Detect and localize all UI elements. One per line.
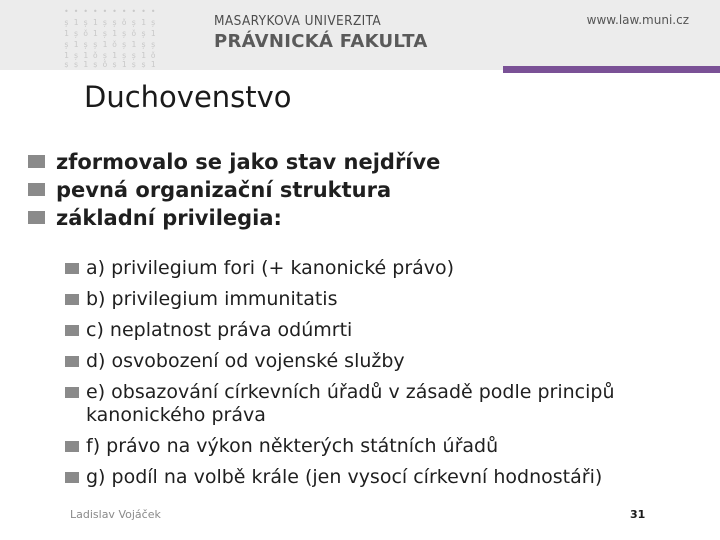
header-band — [0, 0, 720, 70]
bullet-square-icon — [65, 387, 79, 398]
main-bullet-list — [28, 148, 440, 232]
page-number: 31 — [630, 508, 646, 521]
list-item: f) právo na výkon některých státních úřadů — [65, 435, 705, 458]
faculty-name: PRÁVNICKÁ FAKULTA — [214, 31, 428, 52]
bullet-square-icon — [65, 294, 79, 305]
university-name: MASARYKOVA UNIVERZITA — [214, 13, 382, 29]
svg-text:1 ș 1 ǒ ș 1 ș ș 1 ǒ: 1 ș 1 ǒ ș 1 ș ș 1 ǒ — [64, 51, 156, 60]
bullet-square-icon — [65, 325, 79, 336]
list-item: zformovalo se jako stav nejdříve — [28, 148, 440, 176]
svg-text:1 ș ǒ 1 ș 1 ș ǒ ș 1: 1 ș ǒ 1 ș 1 ș ǒ ș 1 — [64, 29, 156, 38]
accent-bar — [503, 66, 720, 73]
bullet-square-icon — [28, 155, 45, 168]
svg-text:• • • • • • • • • •: • • • • • • • • • • — [64, 7, 156, 16]
svg-text:ș ș 1 ș ǒ ș 1 ș ș 1: ș ș 1 ș ǒ ș 1 ș ș 1 — [64, 60, 156, 68]
bullet-square-icon — [28, 211, 45, 224]
list-item: b) privilegium immunitatis — [65, 288, 705, 311]
svg-text:ș 1 ș ș 1 ǒ ș 1 ș ș: ș 1 ș ș 1 ǒ ș 1 ș ș — [64, 40, 156, 49]
bullet-square-icon — [65, 263, 79, 274]
bullet-square-icon — [28, 183, 45, 196]
footer-author: Ladislav Vojáček — [70, 508, 161, 521]
bullet-square-icon — [65, 356, 79, 367]
list-item: g) podíl na volbě krále (jen vysocí církevní hodnostáři) — [65, 466, 705, 489]
website-url: www.law.muni.cz — [586, 13, 689, 27]
bullet-square-icon — [65, 441, 79, 452]
list-item: d) osvobození od vojenské služby — [65, 350, 705, 373]
list-item: základní privilegia: — [28, 204, 440, 232]
logo-pattern — [64, 6, 186, 68]
bullet-square-icon — [65, 472, 79, 483]
sub-bullet-list — [65, 257, 705, 497]
list-item: a) privilegium fori (+ kanonické právo) — [65, 257, 705, 280]
slide-title: Duchovenstvo — [84, 80, 292, 114]
list-item: c) neplatnost práva odúmrti — [65, 319, 705, 342]
list-item: pevná organizační struktura — [28, 176, 440, 204]
svg-text:ș 1 ș 1 ș ș ǒ ș 1 ș: ș 1 ș 1 ș ș ǒ ș 1 ș — [64, 18, 156, 27]
list-item: e) obsazování církevních úřadů v zásadě podle principů kanonického práva — [65, 381, 705, 427]
